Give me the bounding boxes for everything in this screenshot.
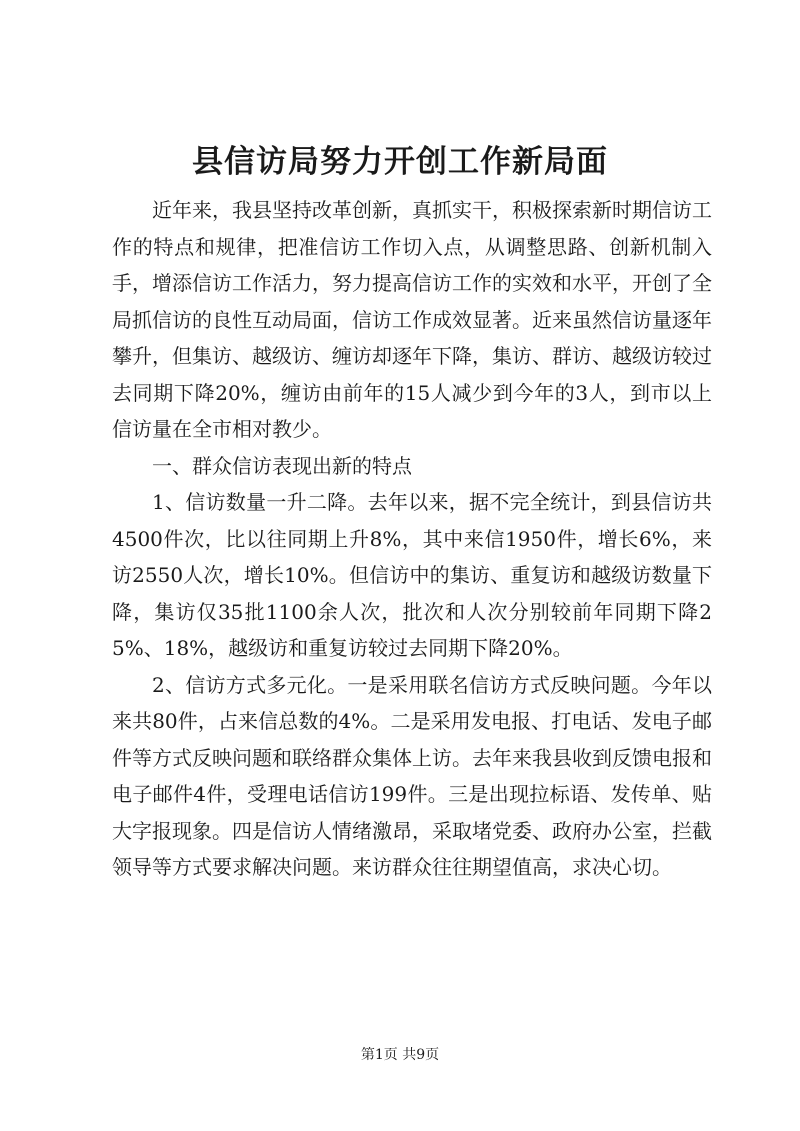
document-body xyxy=(112,192,712,886)
document-title: 县信访局努力开创工作新局面 xyxy=(192,144,608,180)
paragraph-point-2: 2、信访方式多元化。一是采用联名信访方式反映问题。今年以来共80件，占来信总数的4%。二是采用发电报、打电话、发电子邮件等方式反映问题和联络群众集体上访。去年来我县收到反馈电报和电子邮件4件，受理电话信访199件。三是出现拉标语、发传单、贴大字报现象。四是信访人情绪激昂，采取堵党委、政府办公室，拦截领导等方式要求解决问题。来访群众往往期望值高，求决心切。 xyxy=(112,672,712,879)
section-heading-1: 一、群众信访表现出新的特点 xyxy=(152,453,412,478)
page-number-footer: 第1页 共9页 xyxy=(360,1047,440,1063)
paragraph-intro: 近年来，我县坚持改革创新，真抓实干，积极探索新时期信访工作的特点和规律，把准信访工作切入点，从调整思路、创新机制入手，增添信访工作活力，努力提高信访工作的实效和水平，开创了全局抓信访的良性互动局面，信访工作成效显著。近来虽然信访量逐年攀升，但集访、越级访、缠访却逐年下降，集访、群访、越级访较过去同期下降20%，缠访由前年的15人减少到今年的3人，到市以上信访量在全市相对教少。 xyxy=(112,198,712,441)
paragraph-point-1: 1、信访数量一升二降。去年以来，据不完全统计，到县信访共4500件次，比以往同期上升8%，其中来信1950件，增长6%，来访2550人次，增长10%。但信访中的集访、重复访和越级访数量下降，集访仅35批1100余人次，批次和人次分别较前年同期下降25%、18%，越级访和重复访较过去同期下降20%。 xyxy=(112,490,712,660)
